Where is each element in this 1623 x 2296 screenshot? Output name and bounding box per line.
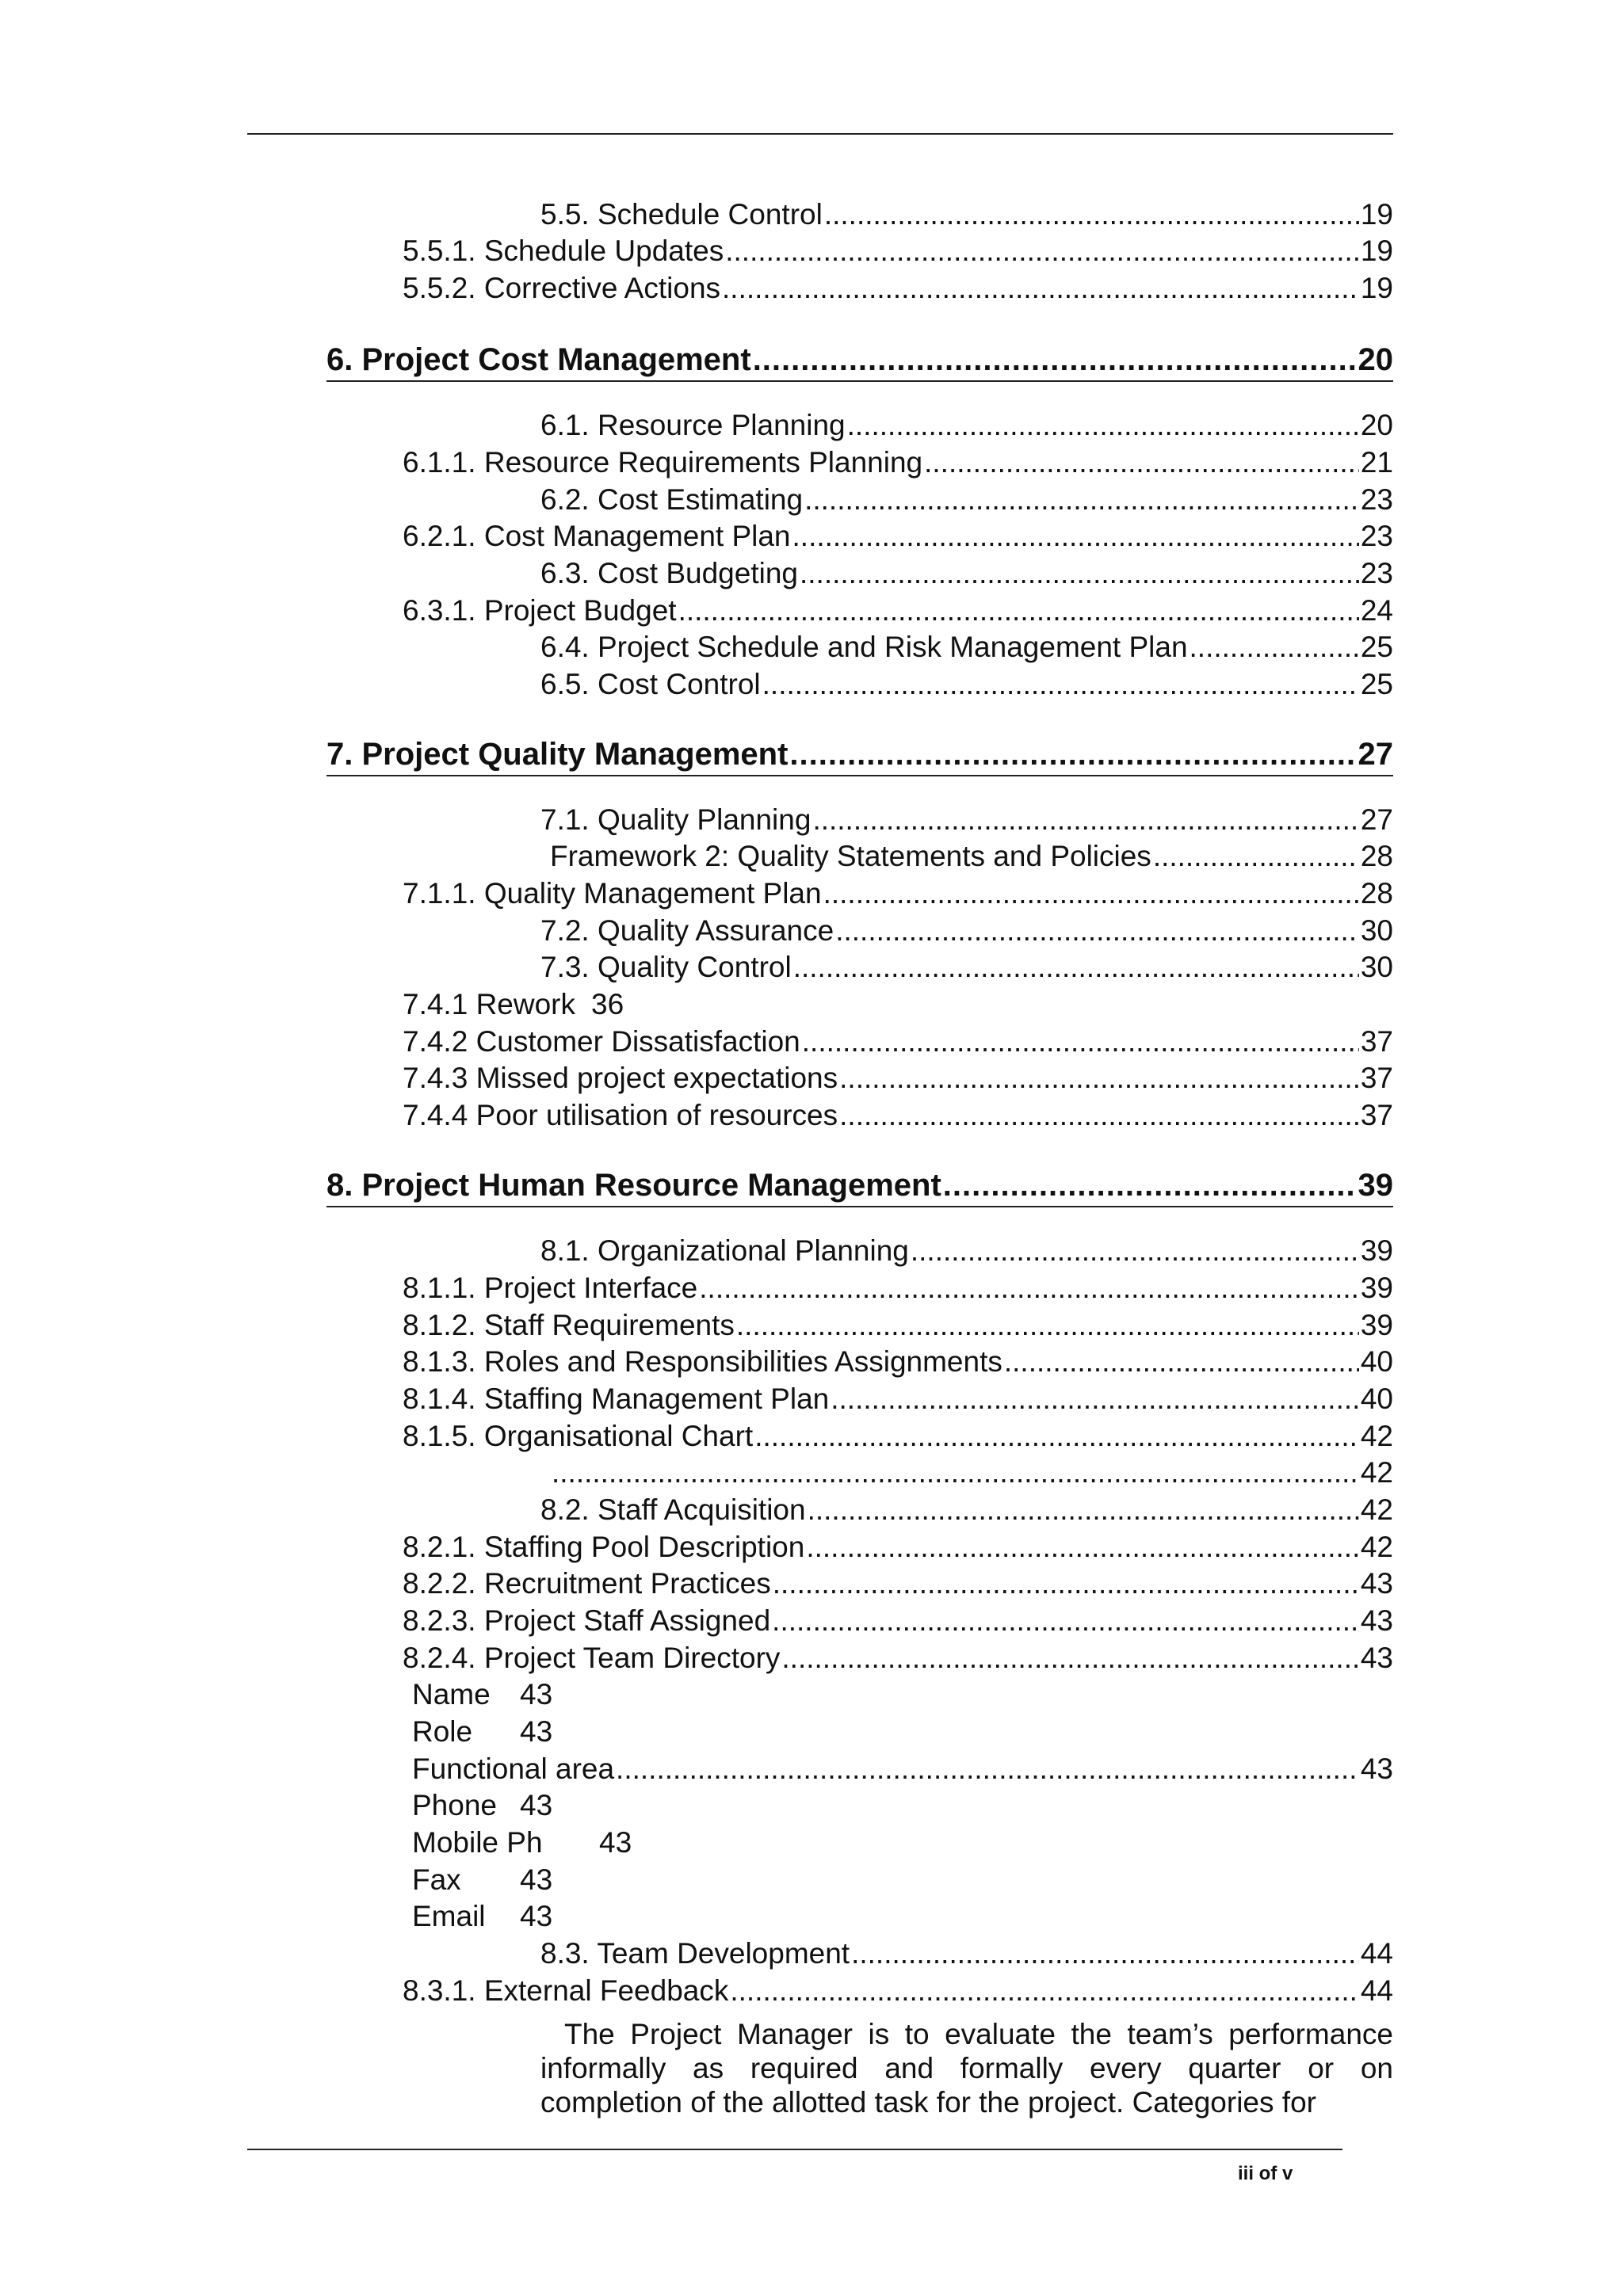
toc-entry-6-3[interactable] [540,555,1393,592]
toc-label: 6.1.1. Resource Requirements Planning [403,446,923,479]
toc-label: Phone [412,1789,497,1821]
toc-entry-5-5-1[interactable] [403,233,1393,269]
toc-label: 8.1.2. Staff Requirements [403,1309,735,1341]
toc-label: 8.2. Staff Acquisition [540,1493,806,1526]
toc-label: 8.3.1. External Feedback [403,1974,729,2007]
toc-page: 21 [1360,446,1393,479]
toc-label: 7.3. Quality Control [540,951,792,983]
toc-entry-7-4-2[interactable] [403,1024,1393,1060]
toc-page: 40 [1360,1383,1393,1415]
toc-page: 43 [520,1789,553,1821]
toc-entry-6-4[interactable] [540,629,1393,666]
toc-entry-7-1-1[interactable] [403,875,1393,912]
toc-label: 6.3. Cost Budgeting [540,557,798,589]
toc-label: 7.4.1 Rework [403,988,575,1020]
toc-entry-phone[interactable] [412,1787,552,1824]
toc-entry-email[interactable] [412,1898,552,1935]
toc-label: 8.2.2. Recruitment Practices [403,1567,771,1600]
toc-page: 43 [520,1678,553,1711]
toc-label: Mobile Ph [412,1826,543,1859]
toc-page: 19 [1360,198,1393,231]
toc-page: 43 [520,1900,553,1932]
toc-label: 8.2.4. Project Team Directory [403,1642,781,1674]
toc-entry-8-1-5[interactable] [403,1418,1393,1455]
toc-entry-8-1[interactable] [540,1233,1393,1269]
toc-label: Role [412,1715,473,1748]
toc-label: 6.4. Project Schedule and Risk Management Plan [540,631,1188,663]
toc-entry-8-1-2[interactable] [403,1307,1393,1344]
toc-page: 39 [1360,1309,1393,1341]
toc-label: 5.5. Schedule Control [540,198,823,231]
toc-page: 43 [1360,1567,1393,1600]
toc-entry-fax[interactable] [412,1862,552,1898]
toc-label: 5.5.1. Schedule Updates [403,235,724,267]
toc-entry-7-4-4[interactable] [403,1097,1393,1134]
toc-page: 19 [1360,272,1393,304]
toc-entry-6-2[interactable] [540,482,1393,518]
toc-label: 7.1.1. Quality Management Plan [403,877,822,910]
toc-page: 39 [1358,1168,1393,1203]
toc-page: 27 [1360,803,1393,836]
toc-entry-blank[interactable] [550,1455,1393,1491]
toc-entry-6-3-1[interactable] [403,593,1393,629]
toc-page: 23 [1360,483,1393,516]
toc-label: 8.1. Organizational Planning [540,1234,909,1267]
toc-entry-8-1-3[interactable] [403,1344,1393,1380]
toc-entry-8-2-1[interactable] [403,1529,1393,1566]
toc-entry-7-4-3[interactable] [403,1060,1393,1097]
toc-label: 6.2.1. Cost Management Plan [403,520,791,552]
toc-heading-6[interactable] [327,339,1393,382]
toc-entry-functional-area[interactable] [412,1751,1393,1787]
toc-page: 42 [1360,1420,1393,1452]
toc-label: Functional area [412,1753,615,1785]
toc-page: 23 [1360,520,1393,552]
toc-entry-6-1[interactable] [540,407,1393,444]
toc-page: 43 [599,1826,632,1859]
toc-entry-8-1-1[interactable] [403,1270,1393,1306]
toc-page: 37 [1360,1025,1393,1058]
toc-page: 43 [520,1715,553,1748]
toc-label: 7.4.3 Missed project expectations [403,1062,838,1094]
toc-entry-8-2[interactable] [540,1492,1393,1528]
toc-label: 8.1.5. Organisational Chart [403,1420,754,1452]
toc-label: 6.3.1. Project Budget [403,594,677,627]
toc-page: 43 [1360,1642,1393,1674]
toc-page: 42 [1360,1531,1393,1563]
toc-entry-role[interactable] [412,1714,552,1750]
toc-label: 7.1. Quality Planning [540,803,812,836]
toc-entry-8-2-4[interactable] [403,1640,1393,1676]
toc-page: 39 [1360,1272,1393,1304]
toc-entry-8-3[interactable] [540,1936,1393,1972]
toc-label: 8.1.4. Staffing Management Plan [403,1383,830,1415]
toc-page: 28 [1360,840,1393,872]
toc-entry-8-1-4[interactable] [403,1381,1393,1417]
toc-page: 42 [1360,1456,1393,1489]
toc-page: 30 [1360,951,1393,983]
toc-page: 25 [1360,668,1393,700]
toc-entry-7-1[interactable] [540,802,1393,838]
toc-entry-framework-2[interactable] [550,838,1393,875]
toc-entry-8-2-3[interactable] [403,1603,1393,1639]
header-rule [247,133,1393,135]
toc-heading-label: 7. Project Quality Management [327,737,789,772]
toc-page: 37 [1360,1099,1393,1131]
toc-label: Name [412,1678,491,1711]
body-paragraph: The Project Manager is to evaluate the team’s performance informally as required and formally every quarter or on completion of the allotted task for the project. Categories for [540,2018,1393,2119]
toc-label: 8.2.1. Staffing Pool Description [403,1531,805,1563]
toc-page: 20 [1358,342,1393,377]
toc-entry-5-5-2[interactable] [403,270,1393,307]
toc-page: 24 [1360,594,1393,627]
toc-entry-name[interactable] [412,1676,552,1713]
toc-entry-7-4-1[interactable] [403,986,624,1023]
toc-entry-mobile[interactable] [412,1825,632,1861]
toc-page: 27 [1358,737,1393,772]
toc-label: 8.1.3. Roles and Responsibilities Assignments [403,1345,1002,1378]
toc-heading-7[interactable] [327,734,1393,776]
toc-page: 44 [1360,1937,1393,1970]
page-number: iii of v [1238,2163,1293,2184]
toc-page: 43 [1360,1753,1393,1785]
toc-label: 7.4.4 Poor utilisation of resources [403,1099,838,1131]
toc-label: 7.4.2 Customer Dissatisfaction [403,1025,800,1058]
toc-heading-label: 6. Project Cost Management [327,342,751,377]
toc-entry-8-3-1[interactable] [403,1973,1393,2009]
toc-page: 20 [1360,409,1393,441]
toc-page: 23 [1360,557,1393,589]
toc-label: 6.5. Cost Control [540,668,761,700]
toc-label: Framework 2: Quality Statements and Policies [550,840,1151,872]
toc-label: 8.2.3. Project Staff Assigned [403,1604,771,1637]
toc-page: 36 [591,988,624,1020]
toc-entry-5-5[interactable] [540,196,1393,233]
toc-entry-7-2[interactable] [540,913,1393,949]
toc-page: 40 [1360,1345,1393,1378]
toc-label: Email [412,1900,486,1932]
toc-page: 44 [1360,1974,1393,2007]
toc-page: 39 [1360,1234,1393,1267]
toc-label: 6.2. Cost Estimating [540,483,804,516]
toc-page: 43 [520,1863,553,1896]
toc-label: Fax [412,1863,461,1896]
toc-page: 37 [1360,1062,1393,1094]
footer-rule [247,2149,1342,2150]
toc-heading-8[interactable] [327,1165,1393,1207]
toc-page: 42 [1360,1493,1393,1526]
toc-label: 6.1. Resource Planning [540,409,846,441]
toc-entry-8-2-2[interactable] [403,1566,1393,1602]
toc-label: 5.5.2. Corrective Actions [403,272,721,304]
toc-page: 28 [1360,877,1393,910]
toc-page: 19 [1360,235,1393,267]
toc-entry-6-2-1[interactable] [403,518,1393,555]
toc-page: 25 [1360,631,1393,663]
toc-entry-6-1-1[interactable] [403,444,1393,481]
toc-page: 30 [1360,914,1393,947]
toc-page: 43 [1360,1604,1393,1637]
toc-entry-6-5[interactable] [540,666,1393,703]
toc-label: 8.3. Team Development [540,1937,850,1970]
toc-entry-7-3[interactable] [540,949,1393,986]
toc-label: 8.1.1. Project Interface [403,1272,698,1304]
toc-heading-label: 8. Project Human Resource Management [327,1168,941,1203]
toc-label: 7.2. Quality Assurance [540,914,834,947]
